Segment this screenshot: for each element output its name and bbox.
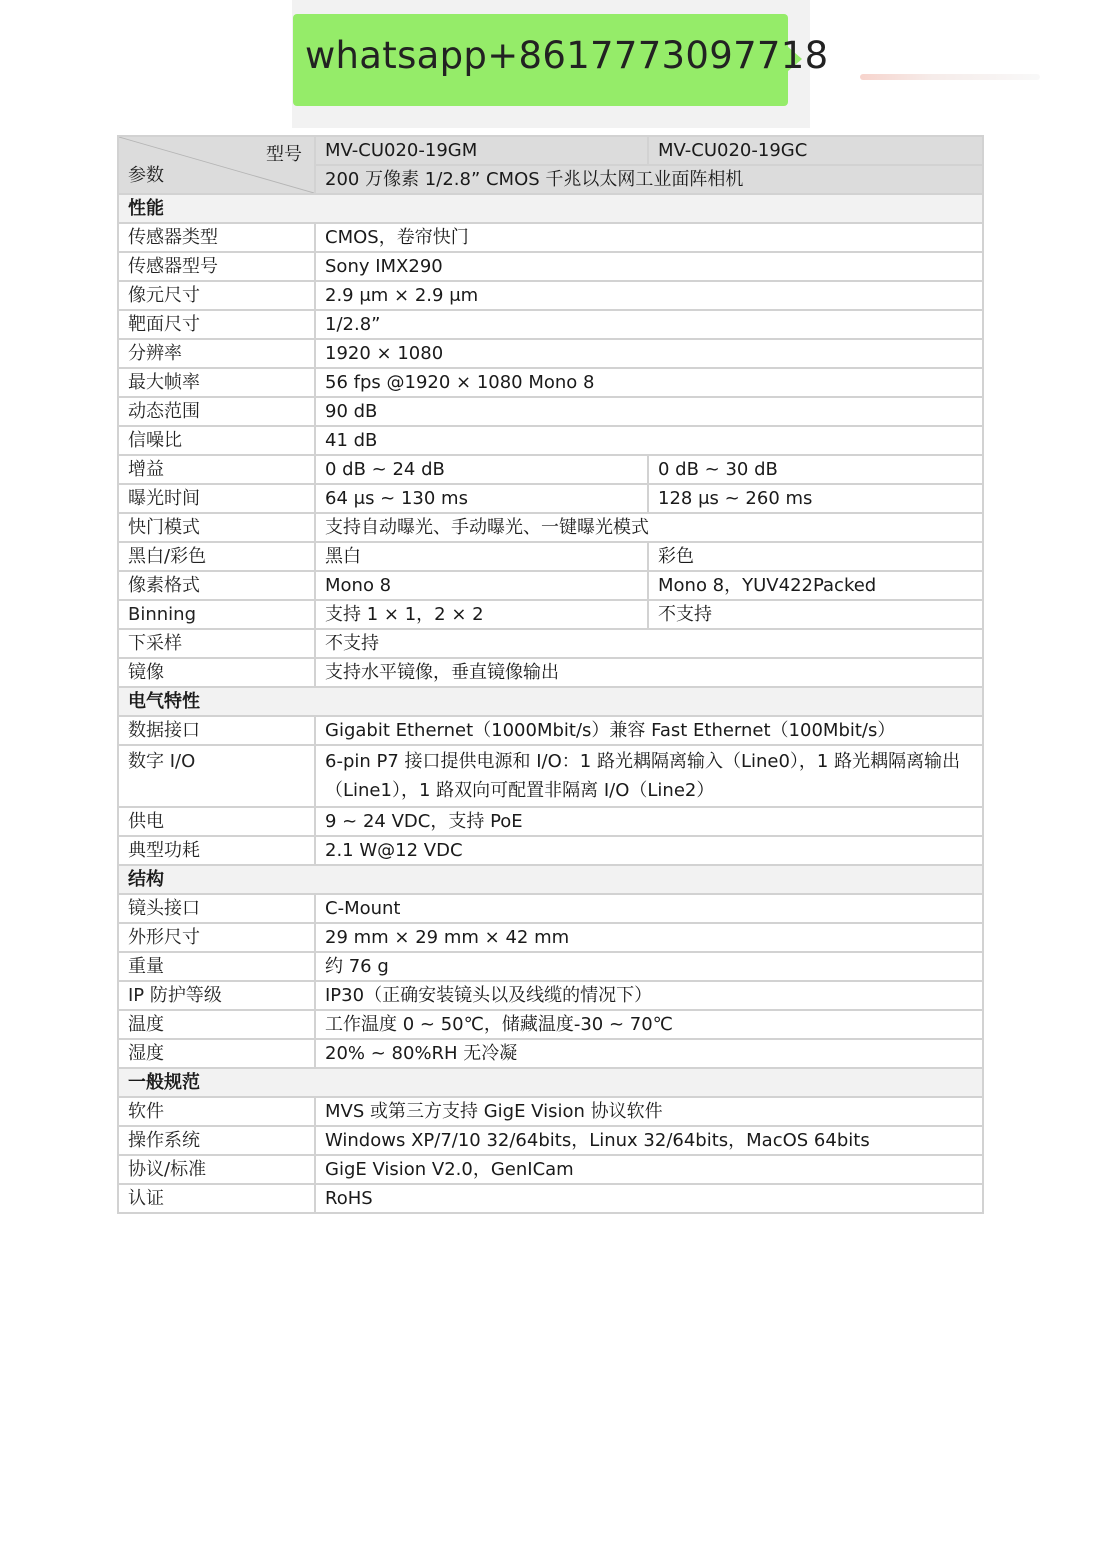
whatsapp-contact-text: whatsapp+8617773097718 [305, 34, 829, 77]
row-value: 工作温度 0 ~ 50℃，储藏温度-30 ~ 70℃ [315, 1010, 983, 1039]
section-row [118, 865, 983, 894]
row-value: 90 dB [315, 397, 983, 426]
row-label: IP 防护等级 [118, 981, 315, 1010]
row-label: 温度 [118, 1010, 315, 1039]
row-label: 靶面尺寸 [118, 310, 315, 339]
param-label: 参数 [128, 165, 164, 186]
row-value-a: 64 μs ~ 130 ms [315, 484, 648, 513]
row-label: 像元尺寸 [118, 281, 315, 310]
row-label: 数字 I/O [118, 745, 315, 807]
section-title-electrical: 电气特性 [118, 687, 983, 716]
row-label: Binning [118, 600, 315, 629]
row-value-b: 不支持 [648, 600, 983, 629]
table-row [118, 571, 983, 600]
row-value-a: 黑白 [315, 542, 648, 571]
table-row [118, 836, 983, 865]
row-label: 曝光时间 [118, 484, 315, 513]
row-value: Windows XP/7/10 32/64bits，Linux 32/64bits，MacOS 64bits [315, 1126, 983, 1155]
row-label: 外形尺寸 [118, 923, 315, 952]
row-value-a: Mono 8 [315, 571, 648, 600]
table-row [118, 716, 983, 745]
row-value: 6-pin P7 接口提供电源和 I/O：1 路光耦隔离输入（Line0），1 路光耦隔离输出（Line1），1 路双向可配置非隔离 I/O（Line2） [315, 745, 983, 807]
table-row [118, 807, 983, 836]
row-label: 快门模式 [118, 513, 315, 542]
row-value: 29 mm × 29 mm × 42 mm [315, 923, 983, 952]
row-label: 黑白/彩色 [118, 542, 315, 571]
row-value: C-Mount [315, 894, 983, 923]
table-row [118, 658, 983, 687]
section-row [118, 1068, 983, 1097]
row-value: MVS 或第三方支持 GigE Vision 协议软件 [315, 1097, 983, 1126]
row-label: 重量 [118, 952, 315, 981]
table-row [118, 894, 983, 923]
faint-watermark [860, 74, 1040, 80]
row-label: 认证 [118, 1184, 315, 1213]
row-value: 41 dB [315, 426, 983, 455]
table-row [118, 281, 983, 310]
row-label: 软件 [118, 1097, 315, 1126]
table-row [118, 484, 983, 513]
row-label: 协议/标准 [118, 1155, 315, 1184]
row-label: 供电 [118, 807, 315, 836]
row-label: 镜像 [118, 658, 315, 687]
row-label: 湿度 [118, 1039, 315, 1068]
row-value: GigE Vision V2.0，GenICam [315, 1155, 983, 1184]
row-value: Gigabit Ethernet（1000Mbit/s）兼容 Fast Ethernet（100Mbit/s） [315, 716, 983, 745]
table-row [118, 426, 983, 455]
row-label: 传感器类型 [118, 223, 315, 252]
row-value: 约 76 g [315, 952, 983, 981]
row-label: 像素格式 [118, 571, 315, 600]
table-row [118, 952, 983, 981]
row-label: 最大帧率 [118, 368, 315, 397]
row-value: 9 ~ 24 VDC，支持 PoE [315, 807, 983, 836]
table-row [118, 310, 983, 339]
row-value: 20% ~ 80%RH 无冷凝 [315, 1039, 983, 1068]
row-label: 传感器型号 [118, 252, 315, 281]
row-value: 1920 × 1080 [315, 339, 983, 368]
table-row [118, 223, 983, 252]
row-label: 信噪比 [118, 426, 315, 455]
row-label: 增益 [118, 455, 315, 484]
row-value-a: 0 dB ~ 24 dB [315, 455, 648, 484]
table-row [118, 252, 983, 281]
table-row [118, 368, 983, 397]
table-row [118, 455, 983, 484]
row-label: 下采样 [118, 629, 315, 658]
spec-table [117, 135, 984, 1214]
table-row [118, 629, 983, 658]
table-row [118, 1097, 983, 1126]
header-row-models [118, 136, 983, 165]
row-value: 支持水平镜像，垂直镜像输出 [315, 658, 983, 687]
model-b: MV-CU020-19GC [648, 136, 983, 165]
table-row [118, 745, 983, 807]
table-row [118, 1126, 983, 1155]
model-label: 型号 [266, 144, 302, 165]
row-label: 数据接口 [118, 716, 315, 745]
section-row [118, 687, 983, 716]
table-row [118, 339, 983, 368]
table-row [118, 923, 983, 952]
row-label: 分辨率 [118, 339, 315, 368]
table-row [118, 1010, 983, 1039]
row-value: 支持自动曝光、手动曝光、一键曝光模式 [315, 513, 983, 542]
product-description: 200 万像素 1/2.8” CMOS 千兆以太网工业面阵相机 [315, 165, 983, 194]
row-value-b: 彩色 [648, 542, 983, 571]
row-value-b: Mono 8，YUV422Packed [648, 571, 983, 600]
row-value: RoHS [315, 1184, 983, 1213]
row-label: 典型功耗 [118, 836, 315, 865]
row-value: 不支持 [315, 629, 983, 658]
row-value-a: 支持 1 × 1，2 × 2 [315, 600, 648, 629]
table-row [118, 542, 983, 571]
table-row [118, 1039, 983, 1068]
row-value: 1/2.8” [315, 310, 983, 339]
table-row [118, 513, 983, 542]
table-row [118, 1155, 983, 1184]
section-title-general: 一般规范 [118, 1068, 983, 1097]
row-label: 操作系统 [118, 1126, 315, 1155]
section-title-structure: 结构 [118, 865, 983, 894]
row-value: 56 fps @1920 × 1080 Mono 8 [315, 368, 983, 397]
row-label: 镜头接口 [118, 894, 315, 923]
row-label: 动态范围 [118, 397, 315, 426]
table-row [118, 600, 983, 629]
row-value: IP30（正确安装镜头以及线缆的情况下） [315, 981, 983, 1010]
row-value: 2.9 μm × 2.9 μm [315, 281, 983, 310]
row-value-b: 0 dB ~ 30 dB [648, 455, 983, 484]
row-value: 2.1 W@12 VDC [315, 836, 983, 865]
table-row [118, 1184, 983, 1213]
model-a: MV-CU020-19GM [315, 136, 648, 165]
header-corner-cell [118, 136, 315, 194]
row-value-b: 128 μs ~ 260 ms [648, 484, 983, 513]
row-value: CMOS，卷帘快门 [315, 223, 983, 252]
table-row [118, 981, 983, 1010]
table-row [118, 397, 983, 426]
section-row [118, 194, 983, 223]
row-value: Sony IMX290 [315, 252, 983, 281]
section-title-performance: 性能 [118, 194, 983, 223]
